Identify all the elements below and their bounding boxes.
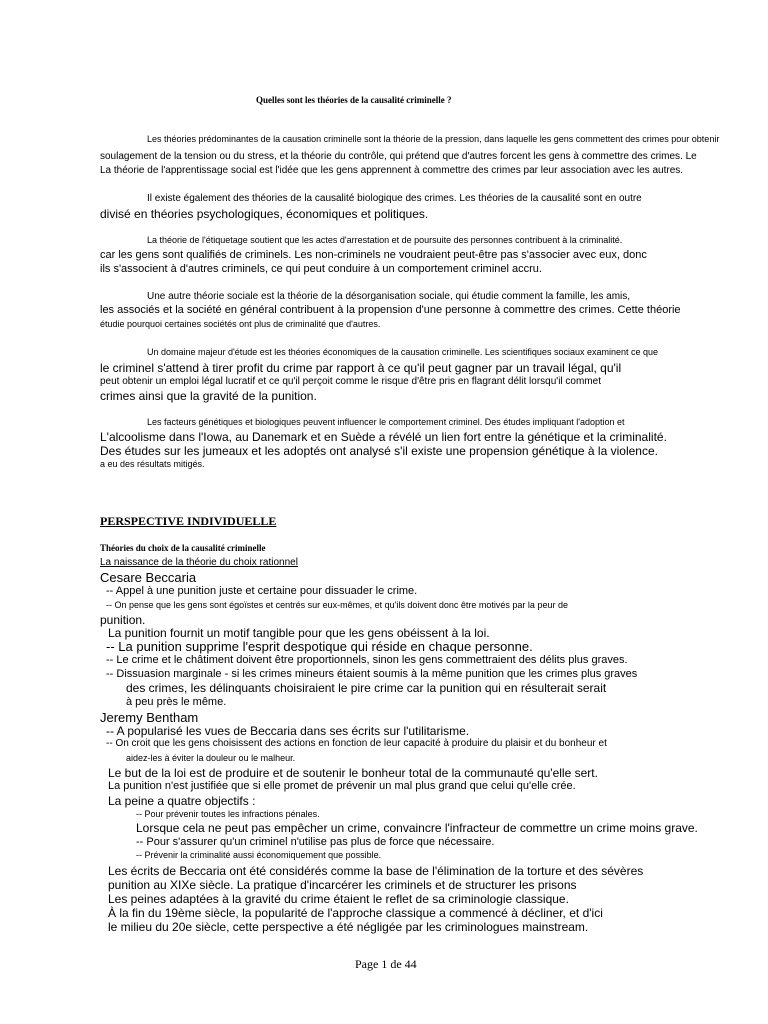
bentham-line-3: aidez-les à éviter la douleur ou le malheur. <box>126 753 296 763</box>
paragraph-2-line-1: Il existe également des théories de la causalité biologique des crimes. Les théories de la causalité sont en outre <box>147 193 642 204</box>
paragraph-5-line-4: crimes ainsi que la gravité de la punition. <box>100 389 317 403</box>
bentham-line-4: Le but de la loi est de produire et de soutenir le bonheur total de la communauté qu'elle sert. <box>108 766 598 780</box>
bentham-line-5: La punition n'est justifiée que si elle promet de prévenir un mal plus grand que celui qu'elle crée. <box>108 780 576 792</box>
closing-line-5: le milieu du 20e siècle, cette perspective a été négligée par les criminologues mainstream. <box>108 920 589 934</box>
paragraph-1-line-3: La théorie de l'apprentissage social est l'idée que les gens apprennent à commettre des crimes par leur association avec les autres. <box>100 165 684 176</box>
paragraph-4-line-1: Une autre théorie sociale est la théorie de la désorganisation sociale, qui étudie comment la famille, les amis, <box>147 291 631 302</box>
beccaria-line-4: La punition fournit un motif tangible pour que les gens obéissent à la loi. <box>108 626 490 640</box>
paragraph-4-line-2: les associés et la société en général contribuent à la propension d'une personne à commettre des crimes. Cette théorie <box>100 304 681 316</box>
beccaria-line-7: -- Dissuasion marginale - si les crimes mineurs étaient soumis à la même punition que les crimes plus graves <box>106 668 638 680</box>
bentham-name: Jeremy Bentham <box>100 710 199 725</box>
paragraph-3-line-2: car les gens sont qualifiés de criminels. Les non-criminels ne voudraient peut-être pas s'associer avec eux, donc <box>100 249 647 261</box>
closing-line-2: punition au XIXe siècle. La pratique d'incarcérer les criminels et de structurer les prisons <box>108 878 577 892</box>
paragraph-3-line-1: La théorie de l'étiquetage soutient que les actes d'arrestation et de poursuite des personnes contribuent à la criminalité. <box>147 235 623 245</box>
beccaria-line-1: -- Appel à une punition juste et certaine pour dissuader le crime. <box>106 585 418 597</box>
subheading: Théories du choix de la causalité criminelle <box>100 543 266 553</box>
paragraph-6-line-4: a eu des résultats mitigés. <box>100 459 205 469</box>
paragraph-1-line-1: Les théories prédominantes de la causation criminelle sont la théorie de la pression, dans laquelle les gens commettent des crimes pour obtenir <box>147 134 720 144</box>
paragraph-6-line-1: Les facteurs génétiques et biologiques peuvent influencer le comportement criminel. Des études impliquant l'adoption et <box>147 417 625 427</box>
bentham-line-1: -- A popularisé les vues de Beccaria dans ses écrits sur l'utilitarisme. <box>106 724 470 738</box>
bentham-line-6: La peine a quatre objectifs : <box>108 794 256 808</box>
paragraph-6-line-2: L'alcoolisme dans l'Iowa, au Danemark et en Suède a révélé un lien fort entre la génétique et la criminalité. <box>100 430 667 444</box>
beccaria-line-3: punition. <box>100 613 146 627</box>
page-title: Quelles sont les théories de la causalité criminelle ? <box>256 95 452 105</box>
beccaria-line-2: -- On pense que les gens sont égoïstes et centrés sur eux-mêmes, et qu'ils doivent donc être motivés par la peur de <box>106 600 568 610</box>
paragraph-3-line-3: ils s'associent à d'autres criminels, ce qui peut conduire à un comportement criminel accru. <box>100 263 542 275</box>
bentham-line-8: Lorsque cela ne peut pas empêcher un crime, convaincre l'infracteur de commettre un crime moins grave. <box>136 821 698 835</box>
sub-subheading: La naissance de la théorie du choix rationnel <box>100 557 298 568</box>
section-heading: PERSPECTIVE INDIVIDUELLE <box>100 514 277 528</box>
paragraph-6-line-3: Des études sur les jumeaux et les adoptés ont analysé s'il existe une propension génétique à la violence. <box>100 444 658 458</box>
paragraph-5-line-2: le criminel s'attend à tirer profit du crime par rapport à ce qu'il peut gagner par un travail légal, qu'il <box>100 361 622 375</box>
bentham-line-9: -- Pour s'assurer qu'un criminel n'utilise pas plus de force que nécessaire. <box>136 836 495 848</box>
closing-line-3: Les peines adaptées à la gravité du crime étaient le reflet de sa criminologie classique. <box>108 892 569 906</box>
paragraph-1-line-2: soulagement de la tension ou du stress, et la théorie du contrôle, qui prétend que d'autres forcent les gens à commettre des crimes. Le <box>100 151 697 162</box>
beccaria-line-6: -- Le crime et le châtiment doivent être proportionnels, sinon les gens commettraient des délits plus graves. <box>106 654 628 666</box>
page-number: Page 1 de 44 <box>355 957 417 971</box>
closing-line-1: Les écrits de Beccaria ont été considérés comme la base de l'élimination de la torture et des sévères <box>108 864 644 878</box>
bentham-line-2: -- On croit que les gens choisissent des actions en fonction de leur capacité à produire du plaisir et du bonheur et <box>106 738 607 749</box>
beccaria-line-5: -- La punition supprime l'esprit despotique qui réside en chaque personne. <box>106 639 533 654</box>
paragraph-5-line-3: peut obtenir un emploi légal lucratif et ce qu'il perçoit comme le risque d'être pris en flagrant délit lorsqu'il commet <box>100 376 601 387</box>
paragraph-4-line-3: étudie pourquoi certaines sociétés ont plus de criminalité que d'autres. <box>100 319 381 329</box>
paragraph-2-line-2: divisé en théories psychologiques, économiques et politiques. <box>100 207 429 221</box>
beccaria-name: Cesare Beccaria <box>100 570 197 585</box>
beccaria-line-9: à peu près le même. <box>126 696 227 708</box>
paragraph-5-line-1: Un domaine majeur d'étude est les théories économiques de la causation criminelle. Les scientifiques sociaux examinent ce que <box>147 347 659 357</box>
closing-line-4: À la fin du 19ème siècle, la popularité de l'approche classique a commencé à décliner, et d'ici <box>108 906 603 920</box>
beccaria-line-8: des crimes, les délinquants choisiraient le pire crime car la punition qui en résulterait serait <box>126 681 607 695</box>
bentham-line-7: -- Pour prévenir toutes les infractions pénales. <box>136 809 320 819</box>
bentham-line-10: -- Prévenir la criminalité aussi économiquement que possible. <box>136 850 382 860</box>
